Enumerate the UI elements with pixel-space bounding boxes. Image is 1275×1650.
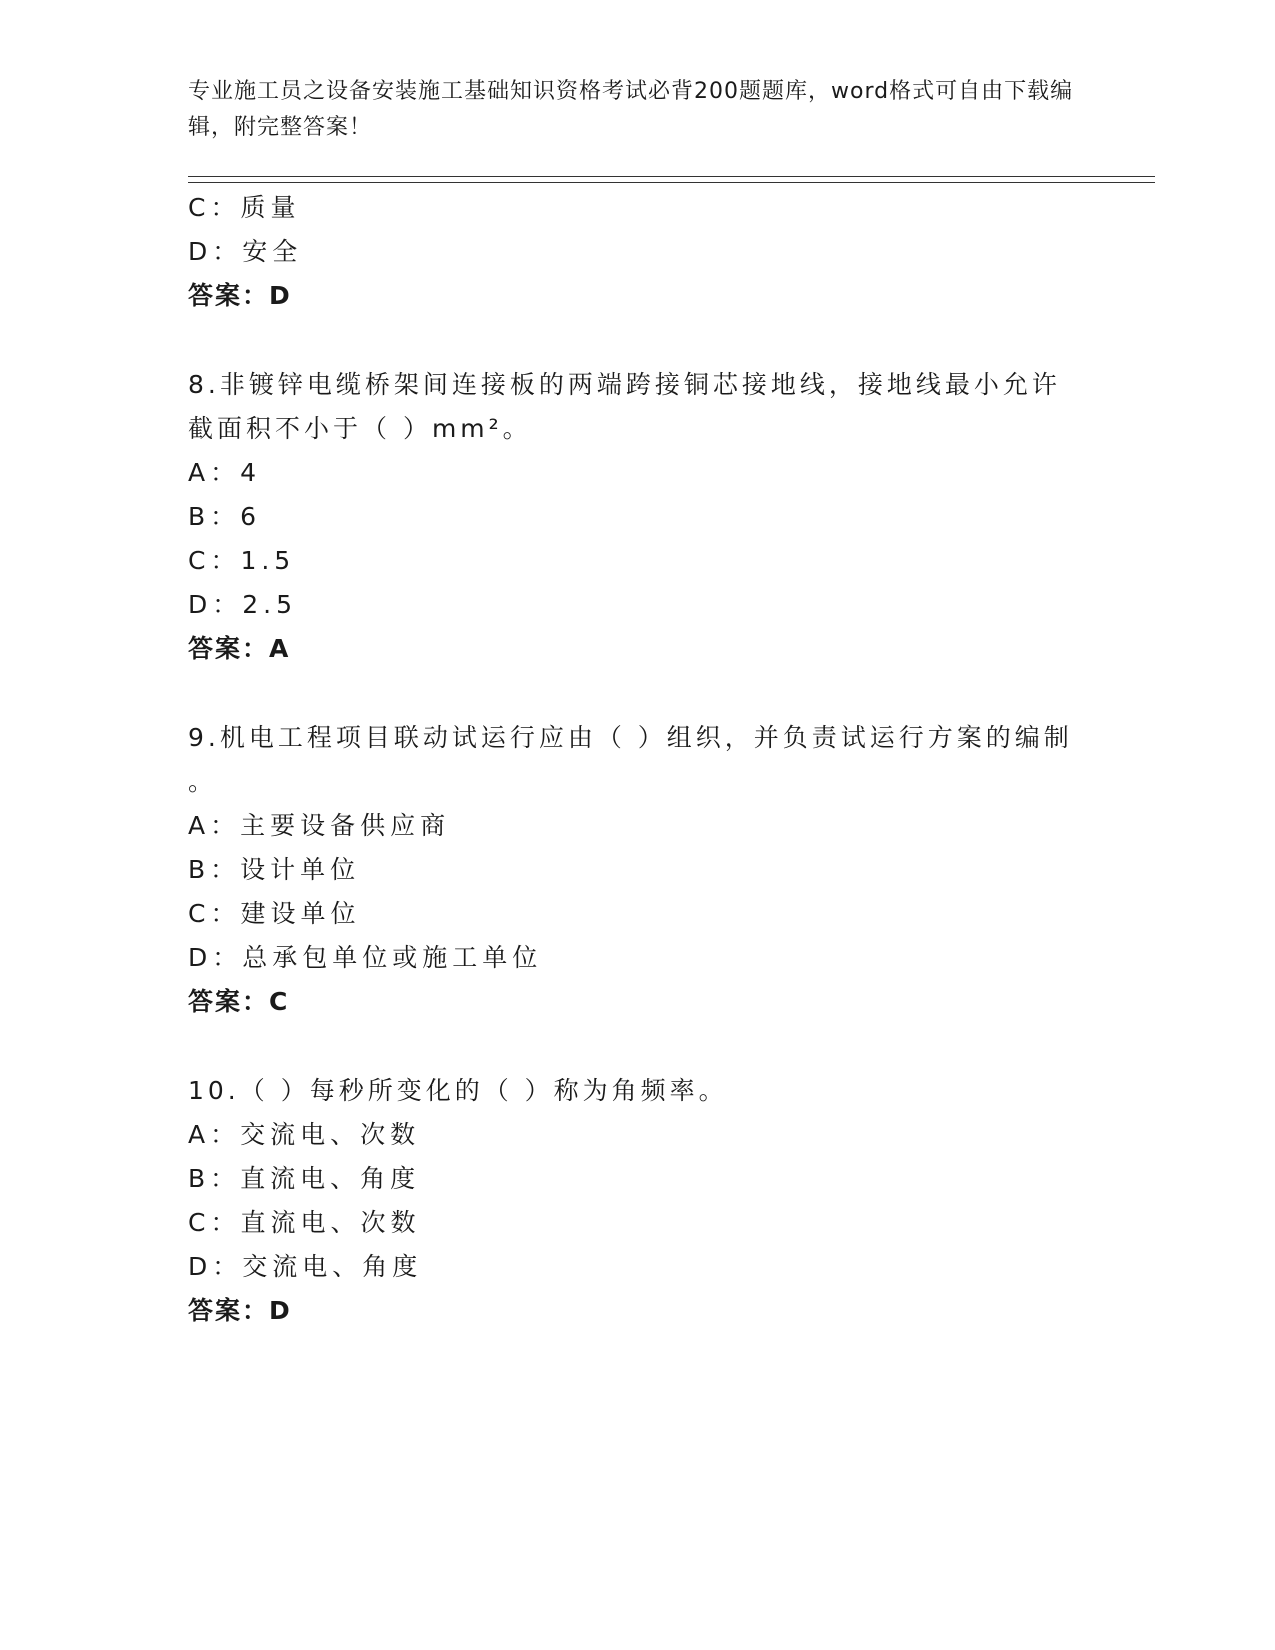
q8-option-b: B：6: [188, 502, 262, 531]
q9-option-d: D：总承包单位或施工单位: [188, 943, 543, 972]
q7-answer: 答案：D: [188, 281, 292, 310]
q8-text-line-1: 8.非镀锌电缆桥架间连接板的两端跨接铜芯接地线，接地线最小允许: [188, 370, 1061, 399]
q10-option-c: C：直流电、次数: [188, 1208, 421, 1237]
q9-answer: 答案：C: [188, 987, 290, 1016]
q7-option-d: D：安全: [188, 237, 303, 266]
q8-option-d: D：2.5: [188, 590, 298, 619]
q7-option-c: C：质量: [188, 193, 301, 222]
q9-text-line-2: 。: [188, 767, 218, 796]
q10-option-d: D：交流电、角度: [188, 1252, 423, 1281]
q8-option-c: C：1.5: [188, 546, 296, 575]
q8-text-line-2: 截面积不小于（ ）mm²。: [188, 414, 532, 443]
q10-option-b: B：直流电、角度: [188, 1164, 421, 1193]
q8-option-a: A：4: [188, 458, 262, 487]
q9-option-c: C：建设单位: [188, 899, 361, 928]
q9-option-b: B：设计单位: [188, 855, 361, 884]
header-divider-top: [188, 176, 1155, 177]
q9-text-line-1: 9.机电工程项目联动试运行应由（ ）组织，并负责试运行方案的编制: [188, 723, 1073, 752]
q9-option-a: A：主要设备供应商: [188, 811, 451, 840]
q10-text-line-1: 10.（ ）每秒所变化的（ ）称为角频率。: [188, 1076, 728, 1105]
q10-option-a: A：交流电、次数: [188, 1120, 421, 1149]
q8-answer: 答案：A: [188, 634, 291, 663]
page-header-title: 专业施工员之设备安装施工基础知识资格考试必背200题题库，word格式可自由下载编辑，附完整答案！: [188, 79, 1074, 140]
q10-answer: 答案：D: [188, 1296, 292, 1325]
header-divider-bottom: [188, 182, 1155, 183]
